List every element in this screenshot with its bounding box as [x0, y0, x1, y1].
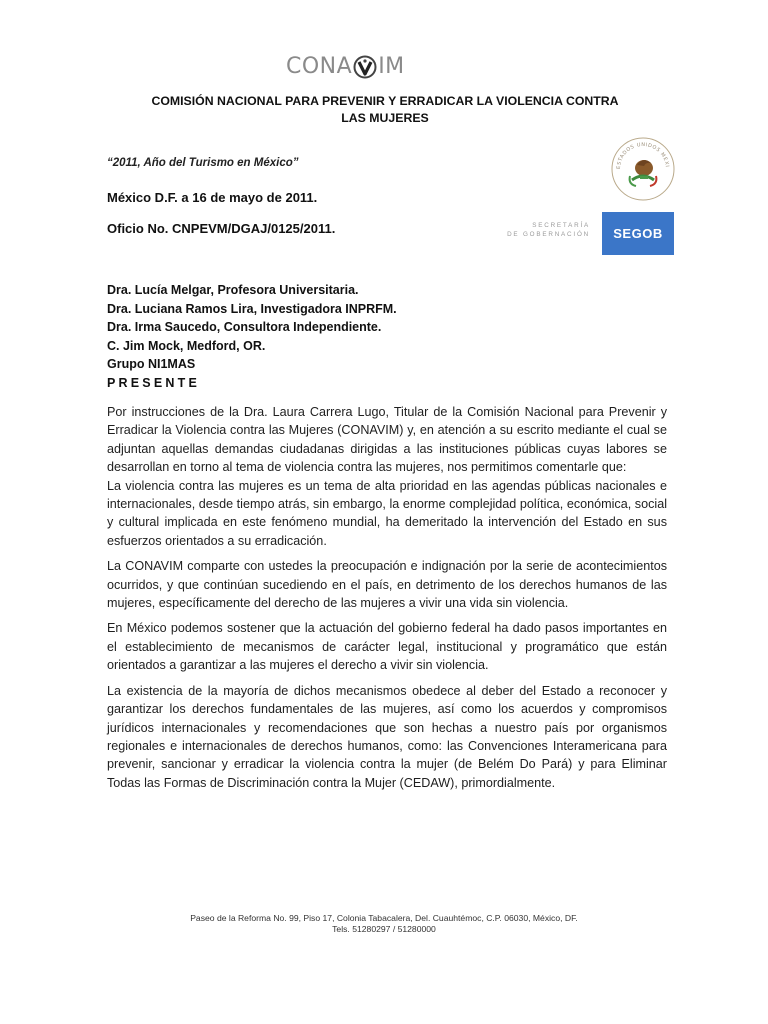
footer-address: Paseo de la Reforma No. 99, Piso 17, Colonia Tabacalera, Del. Cuauhtémoc, C.P. 06030, México, DF.: [190, 913, 578, 923]
secretaria-de-gobernacion-text: [498, 221, 590, 239]
logo-text-left: CONA: [286, 54, 353, 79]
year-motto: “2011, Año del Turismo en México”: [107, 157, 299, 169]
conavim-v-mark-icon: [353, 55, 377, 79]
mexican-coat-of-arms-icon: [610, 136, 676, 202]
segob-badge: SEGOB: [602, 212, 674, 255]
body-paragraph: Por instrucciones de la Dra. Laura Carrera Lugo, Titular de la Comisión Nacional para Prevenir y Erradicar la Violencia contra las Mujeres (CONAVIM) y, en atención a su escrito mediante el cual se adjuntan aquellas demandas ciudadanas dirigidas a las instituciones públicas cuyas labores se desarrollan en torno al tema de violencia contra las mujeres, nos permitimos comentarle que:: [107, 405, 667, 475]
organization-title-line2: LAS MUJERES: [341, 111, 429, 125]
letter-date: México D.F. a 16 de mayo de 2011.: [107, 190, 318, 205]
recipient-line: Dra. Lucía Melgar, Profesora Universitaria.: [107, 283, 359, 297]
oficio-number: Oficio No. CNPEVM/DGAJ/0125/2011.: [107, 221, 336, 236]
presente-line: PRESENTE: [107, 375, 200, 390]
body-paragraph: La violencia contra las mujeres es un tema de alta prioridad en las agendas públicas nacionales e internacionales, desde tiempo atrás, sin embargo, la enorme complejidad política, económica, social y cultural implicada en este fenómeno mundial, ha demeritado la intervención del Estado en sus esfuerzos orientados a su erradicación.: [107, 478, 667, 548]
recipient-line: Dra. Irma Saucedo, Consultora Independiente.: [107, 320, 382, 335]
seal-text: ESTADOS UNIDOS MEXI: [615, 141, 670, 170]
organization-title: [100, 93, 670, 127]
footer-phones: Tels. 51280297 / 51280000: [332, 924, 436, 934]
conavim-logo: [286, 54, 405, 79]
logo-text-right: IM: [378, 54, 405, 79]
recipients-block: [107, 281, 627, 393]
recipient-line: Dra. Luciana Ramos Lira, Investigadora INPRFM.: [107, 301, 397, 316]
letter-body: [107, 403, 667, 792]
organization-title-line1: COMISIÓN NACIONAL PARA PREVENIR Y ERRADICAR LA VIOLENCIA CONTRA: [151, 94, 619, 108]
secretaria-line1: SECRETARÍA: [532, 222, 590, 229]
body-paragraph: La CONAVIM comparte con ustedes la preocupación e indignación por la serie de acontecimientos ocurridos, y que continúan sucediendo en el país, en detrimento de los derechos humanos de las mujeres, específicamente del derecho de las mujeres a vivir una vida sin violencia.: [107, 559, 667, 611]
address-footer: [120, 913, 648, 935]
recipient-line: Grupo NI1MAS: [107, 357, 196, 372]
body-paragraph: En México podemos sostener que la actuación del gobierno federal ha dado pasos importantes en el establecimiento de mecanismos de carácter legal, institucional y programático que están orientados a garantizar a las mujeres el derecho a vivir sin violencia.: [107, 621, 667, 673]
recipient-line: C. Jim Mock, Medford, OR.: [107, 338, 266, 353]
secretaria-line2: DE GOBERNACIÓN: [507, 231, 590, 238]
body-paragraph: La existencia de la mayoría de dichos mecanismos obedece al deber del Estado a reconocer y garantizar los derechos fundamentales de las mujeres, así como los acuerdos y compromisos jurídicos internacionales y recomendaciones que son hechas a nuestro país por organismos regionales e internacionales de derechos humanos, como: las Convenciones Interamericana para prevenir, sancionar y erradicar la violencia contra la mujer (de Belém Do Pará) y para Eliminar Todas las Formas de Discriminación contra la Mujer (CEDAW), primordialmente.: [107, 683, 667, 790]
